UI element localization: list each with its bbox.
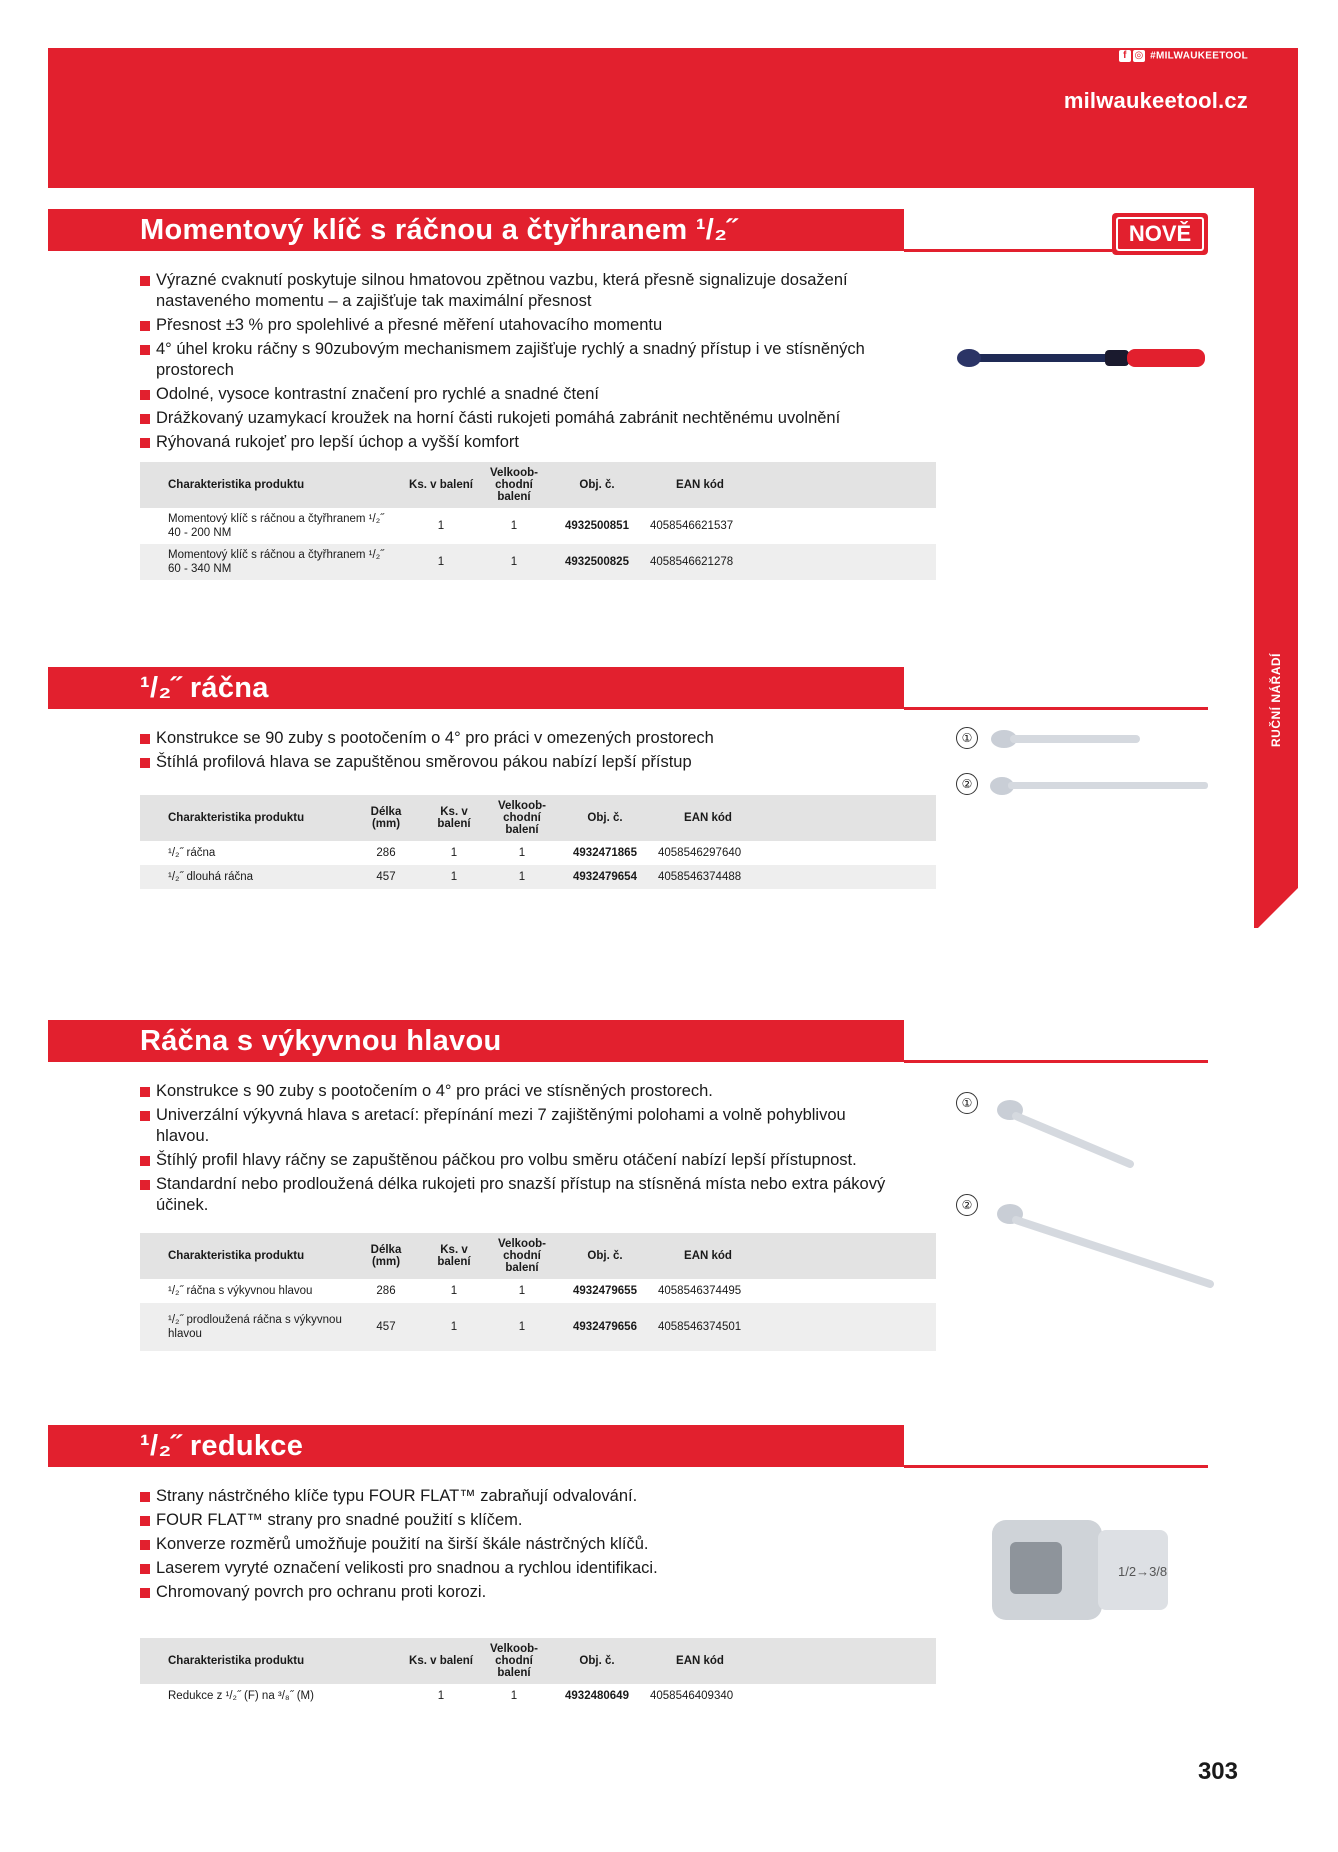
feature-item: Chromovaný povrch pro ochranu proti korozi.: [140, 1582, 900, 1603]
section-rule: [904, 249, 1112, 252]
section-title: ¹/₂˝ ráčna: [140, 672, 269, 704]
feature-item: Odolné, vysoce kontrastní značení pro rychlé a snadné čtení: [140, 384, 900, 405]
flex-head-ratchet-image: [990, 1092, 1140, 1172]
feature-item: Konstrukce s 90 zuby s pootočením o 4° pro práci ve stísněných prostorech.: [140, 1081, 900, 1102]
adapter-size-engraving: 1/2→3/8: [1118, 1564, 1168, 1579]
feature-item: Laserem vyryté označení velikosti pro snadnou a rychlou identifikaci.: [140, 1558, 900, 1579]
feature-item: Rýhovaná rukojeť pro lepší úchop a vyšší komfort: [140, 432, 900, 453]
image-marker: ②: [956, 1194, 978, 1216]
table-header: EAN kód: [646, 1638, 754, 1684]
torque-wrench-image: [955, 340, 1215, 380]
social-links[interactable]: [1098, 50, 1338, 62]
table-row: Redukce z ¹/₂˝ (F) na ³/₈˝ (M) 1 1 4932480649 4058546409340: [168, 1690, 734, 1702]
header-band: [48, 48, 1298, 188]
section-rule: [904, 1465, 1208, 1468]
table-header: Délka (mm): [352, 1233, 420, 1279]
image-marker: ②: [956, 773, 978, 795]
feature-list: [140, 1081, 900, 1219]
section-title: ¹/₂˝ redukce: [140, 1430, 304, 1462]
instagram-icon[interactable]: ◎: [1134, 50, 1144, 61]
table-header: Ks. v balení: [402, 462, 480, 508]
section-rule: [904, 1060, 1208, 1063]
table-header: Velkoobchodní balení: [480, 462, 548, 508]
feature-list: [140, 1486, 900, 1606]
long-ratchet-image: [990, 774, 1215, 798]
side-tab-label: RUČNÍ NÁŘADÍ: [1269, 653, 1283, 747]
side-tab-corner: [1254, 888, 1298, 932]
image-marker: ①: [956, 727, 978, 749]
new-badge: NOVĚ: [1112, 213, 1208, 255]
spec-table: [140, 462, 936, 580]
feature-item: Drážkovaný uzamykací kroužek na horní části rukojeti pomáhá zabránit nechtěnému uvolnění: [140, 408, 900, 429]
table-row: Momentový klíč s ráčnou a čtyřhranem ¹/₂˝ 40 - 200 NM 1 1 4932500851 4058546621537: [168, 513, 734, 539]
table-header: Charakteristika produktu: [140, 795, 352, 841]
table-header: Charakteristika produktu: [140, 462, 402, 508]
feature-list: [140, 270, 900, 456]
table-row: ¹/₂˝ dlouhá ráčna 457 1 1 4932479654 4058546374488: [140, 865, 936, 889]
spec-table: [140, 795, 936, 889]
side-tab: [1254, 188, 1298, 928]
ratchet-image: [990, 726, 1150, 752]
table-row: ¹/₂˝ prodloužená ráčna s výkyvnou hlavou 457 1 1 4932479656 4058546374501: [140, 1303, 936, 1351]
feature-item: Výrazné cvaknutí poskytuje silnou hmatovou zpětnou vazbu, která přesně signalizuje dosažení nastaveného momentu – a zajišťuje tak maximální přesnost: [140, 270, 900, 312]
table-header: Ks. v balení: [402, 1638, 480, 1684]
table-row: ¹/₂˝ ráčna s výkyvnou hlavou 286 1 1 4932479655 4058546374495: [168, 1285, 742, 1297]
feature-item: FOUR FLAT™ strany pro snadné použití s klíčem.: [140, 1510, 900, 1531]
table-header: EAN kód: [646, 462, 754, 508]
facebook-icon[interactable]: f: [1119, 50, 1131, 62]
table-row: Momentový klíč s ráčnou a čtyřhranem ¹/₂˝ 60 - 340 NM 1 1 4932500825 4058546621278: [140, 544, 936, 580]
feature-item: Konstrukce se 90 zuby s pootočením o 4° pro práci v omezených prostorech: [140, 728, 900, 749]
table-header: Obj. č.: [548, 462, 646, 508]
table-header: Charakteristika produktu: [140, 1638, 402, 1684]
section-title: Ráčna s výkyvnou hlavou: [140, 1025, 502, 1057]
long-flex-head-ratchet-image: [990, 1198, 1218, 1294]
table-header: Obj. č.: [556, 1233, 654, 1279]
feature-item: Štíhlý profil hlavy ráčny se zapuštěnou páčkou pro volbu směru otáčení nabízí lepší přístupnost.: [140, 1150, 900, 1171]
spec-table: [140, 1638, 936, 1708]
adapter-image: [990, 1508, 1190, 1628]
feature-item: Strany nástrčného klíče typu FOUR FLAT™ zabraňují odvalování.: [140, 1486, 900, 1507]
table-header: Ks. v balení: [420, 795, 488, 841]
table-header: Délka (mm): [352, 795, 420, 841]
feature-item: Štíhlá profilová hlava se zapuštěnou směrovou pákou nabízí lepší přístup: [140, 752, 900, 773]
table-header: Velkoobchodní balení: [480, 1638, 548, 1684]
feature-item: Standardní nebo prodloužená délka rukojeti pro snazší přístup na stísněná místa nebo extra pákový účinek.: [140, 1174, 900, 1216]
feature-item: Přesnost ±3 % pro spolehlivé a přesné měření utahovacího momentu: [140, 315, 900, 336]
social-tag: #MILWAUKEETOOL: [1150, 50, 1248, 62]
table-header: Ks. v balení: [420, 1233, 488, 1279]
feature-list: [140, 728, 900, 776]
spec-table: [140, 1233, 936, 1351]
table-header: Charakteristika produktu: [140, 1233, 352, 1279]
table-header: Obj. č.: [548, 1638, 646, 1684]
table-row: ¹/₂˝ ráčna 286 1 1 4932471865 4058546297640: [168, 847, 742, 859]
table-header: EAN kód: [654, 795, 762, 841]
image-marker: ①: [956, 1092, 978, 1114]
table-header: Velkoobchodní balení: [488, 1233, 556, 1279]
table-header: EAN kód: [654, 1233, 762, 1279]
section-rule: [904, 707, 1208, 710]
feature-item: Konverze rozměrů umožňuje použití na širší škále nástrčných klíčů.: [140, 1534, 900, 1555]
site-url[interactable]: milwaukeetool.cz: [1063, 88, 1248, 113]
section-title: Momentový klíč s ráčnou a čtyřhranem ¹/₂˝: [140, 214, 738, 246]
page-number: 303: [1197, 1758, 1238, 1785]
feature-item: 4° úhel kroku ráčny s 90zubovým mechanismem zajišťuje rychlý a snadný přístup i ve stísněných prostorech: [140, 339, 900, 381]
table-header: Velkoobchodní balení: [488, 795, 556, 841]
feature-item: Univerzální výkyvná hlava s aretací: přepínání mezi 7 zajištěnými polohami a volně pohyblivou hlavou.: [140, 1105, 900, 1147]
table-header: Obj. č.: [556, 795, 654, 841]
